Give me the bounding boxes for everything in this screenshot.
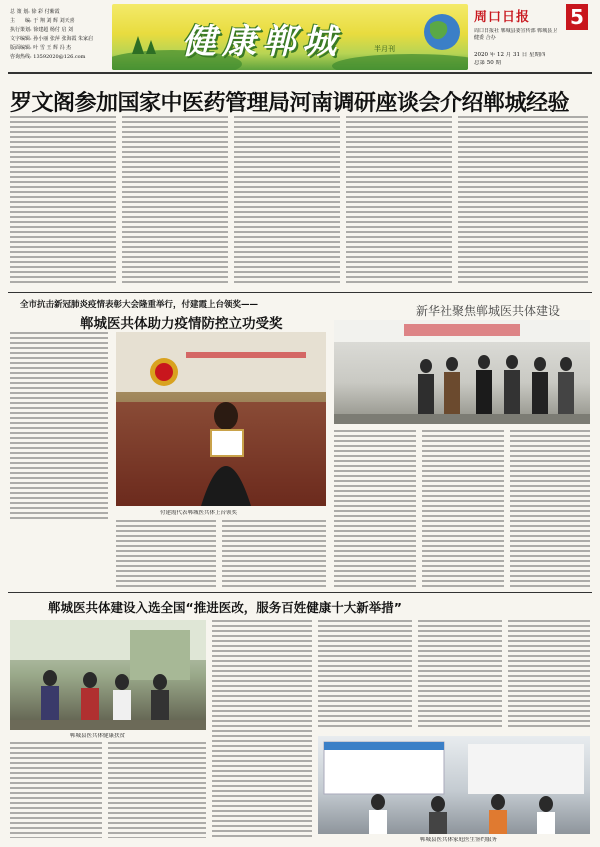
headline-body-col5	[458, 116, 588, 286]
award-photo-caption: 付建霞代表郸城医共体上台领奖	[160, 510, 238, 516]
clinic-photo-caption: 郸城县医共体家庭医生签约服务	[420, 837, 498, 843]
outreach-photo-scene	[10, 620, 206, 730]
article2-body-bottom1	[116, 520, 216, 590]
headline-body-col1	[10, 116, 116, 286]
article3-body-col2	[422, 430, 504, 590]
issue-number: 总第 50 期	[474, 60, 501, 66]
banner-title: 健康郸城	[182, 22, 342, 62]
headline-body-col4	[346, 116, 452, 286]
award-photo-scene	[116, 332, 326, 506]
outreach-photo	[10, 620, 206, 730]
article4-body-col3	[212, 620, 312, 838]
article3-body-col1	[334, 430, 416, 590]
headline-body-col3	[234, 116, 340, 286]
health-banner	[112, 4, 468, 70]
date-line: 2020 年 12 月 31 日 星期四	[474, 52, 546, 58]
banner-subtitle: 半月刊	[374, 45, 395, 53]
paper-name: 周口日报	[474, 10, 531, 25]
clinic-photo-scene	[318, 736, 590, 834]
clinic-photo	[318, 736, 590, 834]
article3-title: 新华社聚焦郸城医共体建设	[416, 304, 561, 318]
section-rule	[8, 292, 592, 293]
editor-line: 文字编辑: 孙小丽 张萍 张海霞 朱家启	[10, 36, 94, 42]
outreach-photo-caption: 郸城县医共体健康扶贫	[70, 733, 126, 739]
award-photo	[116, 332, 326, 506]
editor-line: 咨询热线: 13592020@126.com	[10, 54, 86, 60]
article2-body-left	[10, 332, 108, 522]
article4-title: 郸城医共体建设入选全国“推进医改，服务百姓健康十大新举措”	[48, 600, 402, 615]
article4-body-col5	[418, 620, 502, 730]
article2-title: 郸城医共体助力疫情防控立功受奖	[80, 316, 283, 332]
article4-body-left	[10, 742, 102, 838]
article4-body-col4	[318, 620, 412, 730]
editor-line: 执行策划: 徐建超 杨付 启 刘	[10, 27, 74, 33]
editor-line: 总 策 划: 徐 彩 付紫霞	[10, 9, 60, 15]
masthead-rule	[8, 72, 592, 74]
page-number-badge	[566, 4, 588, 30]
side-note: 周口日报社 郸城县委宣传部 郸城县卫健委 合办	[474, 28, 558, 41]
article3-body-col3	[510, 430, 590, 590]
article2-kicker: 全市抗击新冠肺炎疫情表彰大会隆重举行，付建霞上台领奖——	[20, 300, 259, 310]
article2-body-bottom2	[222, 520, 326, 590]
article4-body-col6	[508, 620, 590, 730]
section-rule-2	[8, 592, 592, 593]
meeting-photo	[334, 320, 590, 424]
page-headline: 罗文阁参加国家中医药管理局河南调研座谈会介绍郸城经验	[10, 91, 570, 116]
editor-info	[10, 8, 108, 66]
editor-line: 版面编辑: 叶 雪 王 辉 冯 杰	[10, 45, 72, 51]
headline-body-col2	[122, 116, 228, 286]
page-number: 5	[570, 5, 584, 29]
article4-body-col2	[108, 742, 206, 838]
meeting-photo-scene	[334, 320, 590, 424]
editor-line: 主 编: 于 翔 刘 辉 刘天喜	[10, 18, 75, 24]
